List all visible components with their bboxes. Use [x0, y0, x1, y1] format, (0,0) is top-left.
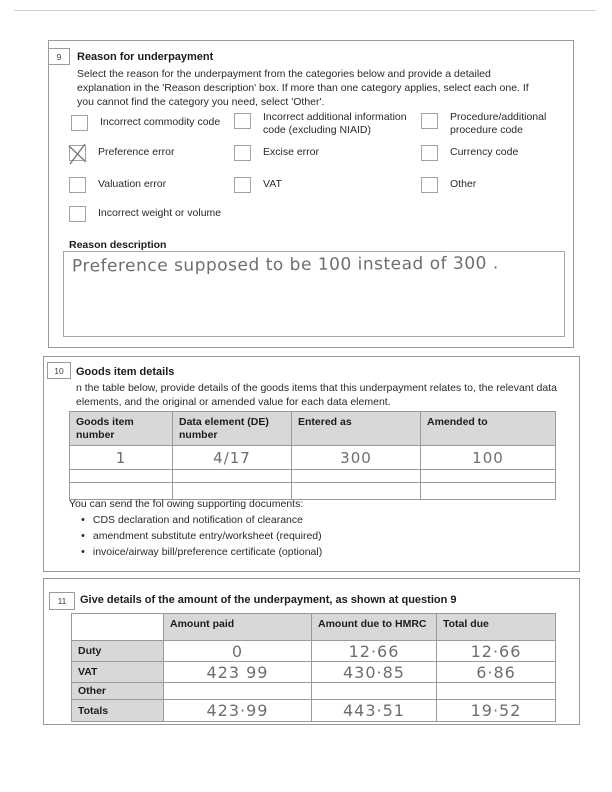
checkbox-label: Incorrect weight or volume: [98, 207, 222, 220]
goods-item-table: [69, 411, 556, 500]
question-number-badge: 9: [48, 48, 70, 65]
data-element-cell[interactable]: 4/17: [173, 446, 292, 470]
checkbox-valuation-error[interactable]: [69, 177, 86, 193]
checkbox-label: Valuation error: [98, 178, 167, 191]
section-title: Reason for underpayment: [77, 51, 214, 63]
checkbox-row: [69, 177, 166, 193]
scan-edge-line: [14, 10, 596, 11]
checkbox-label: Incorrect additional information code (excluding NIAID): [263, 111, 407, 137]
question-number-badge: 10: [47, 362, 71, 379]
list-item: [81, 514, 303, 526]
checkbox-label: Incorrect commodity code: [100, 116, 221, 129]
x-mark-icon: [65, 141, 90, 165]
column-header: Amount due to HMRC: [312, 614, 437, 641]
totals-amount-due-cell[interactable]: 443·51: [312, 700, 437, 722]
entered-as-cell[interactable]: 300: [292, 446, 421, 470]
amended-to-cell[interactable]: [421, 483, 556, 500]
bullet-icon: [81, 546, 85, 558]
table-row: [70, 470, 556, 483]
section-instructions: n the table below, provide details of the goods items that this underpayment relates to, the relevant data elements, and the original or amended value for each data element.: [76, 382, 557, 408]
supporting-doc-text: amendment substitute entry/worksheet (required): [92, 530, 322, 542]
supporting-doc-text: CDS declaration and notification of clearance: [92, 514, 303, 526]
column-header: Goods item number: [70, 412, 173, 446]
vat-amount-due-cell[interactable]: 430·85: [312, 662, 437, 683]
section-instructions: Select the reason for the underpayment from the categories below and provide a detailed explanation in the 'Reason description' box. If more than one category applies, select each one. If you cannot find the category you need, select 'Other'.: [77, 68, 529, 108]
amended-to-cell[interactable]: 100: [421, 446, 556, 470]
duty-total-due-cell[interactable]: 12·66: [437, 641, 556, 662]
checkbox-currency-code[interactable]: [421, 145, 438, 161]
checkbox-other[interactable]: [421, 177, 438, 193]
other-total-due-cell[interactable]: [437, 683, 556, 700]
bullet-icon: [81, 530, 85, 542]
checkbox-excise-error[interactable]: [234, 145, 251, 161]
table-row: [72, 662, 556, 683]
checkbox-label: Currency code: [450, 146, 519, 159]
checkbox-label: VAT: [263, 178, 282, 191]
question-number-badge: 11: [49, 592, 75, 610]
amended-to-cell[interactable]: [421, 470, 556, 483]
row-label: Totals: [72, 700, 164, 722]
checkbox-row: [71, 115, 220, 131]
checkbox-row: [421, 113, 568, 137]
other-amount-due-cell[interactable]: [312, 683, 437, 700]
supporting-doc-text: invoice/airway bill/preference certificate (optional): [92, 546, 323, 558]
checkbox-incorrect-commodity-code[interactable]: [71, 115, 88, 131]
checkbox-row: [234, 113, 415, 137]
goods-item-number-cell[interactable]: [70, 470, 173, 483]
table-row: [72, 700, 556, 722]
column-header: Total due: [437, 614, 556, 641]
row-label: Duty: [72, 641, 164, 662]
totals-total-due-cell[interactable]: 19·52: [437, 700, 556, 722]
checkbox-preference-error[interactable]: [69, 145, 86, 161]
checkbox-row: [421, 177, 476, 193]
vat-total-due-cell[interactable]: 6·86: [437, 662, 556, 683]
entered-as-cell[interactable]: [292, 470, 421, 483]
section-title: Give details of the amount of the underpayment, as shown at question 9: [80, 594, 457, 606]
data-element-cell[interactable]: [173, 470, 292, 483]
checkbox-row: [69, 206, 221, 222]
checkbox-label: Other: [450, 178, 477, 191]
row-label: VAT: [72, 662, 164, 683]
supporting-docs-intro: You can send the fol owing supporting documents:: [69, 498, 304, 510]
checkbox-vat[interactable]: [234, 177, 251, 193]
checkbox-row: [421, 145, 518, 161]
other-amount-paid-cell[interactable]: [164, 683, 312, 700]
checkbox-row: [234, 145, 319, 161]
column-header: Entered as: [292, 412, 421, 446]
reason-description-label: Reason description: [69, 239, 167, 251]
bullet-icon: [81, 514, 85, 526]
checkbox-label: Excise error: [263, 146, 320, 159]
duty-amount-due-cell[interactable]: 12·66: [312, 641, 437, 662]
checkbox-row: [69, 145, 174, 161]
list-item: [81, 546, 322, 558]
column-header: Data element (DE) number: [173, 412, 292, 446]
duty-amount-paid-cell[interactable]: 0: [164, 641, 312, 662]
checkbox-incorrect-additional-info-code[interactable]: [234, 113, 251, 129]
row-label: Other: [72, 683, 164, 700]
checkbox-row: [234, 177, 282, 193]
list-item: [81, 530, 322, 542]
table-header-row: [70, 412, 556, 446]
table-row: [72, 641, 556, 662]
section-reason-for-underpayment: [48, 40, 574, 348]
amounts-table: [71, 613, 556, 722]
table-header-row: [72, 614, 556, 641]
section-title: Goods item details: [76, 366, 175, 378]
checkbox-incorrect-weight-or-volume[interactable]: [69, 206, 86, 222]
section-goods-item-details: [43, 356, 580, 572]
table-row: [70, 446, 556, 470]
table-row: [72, 683, 556, 700]
entered-as-cell[interactable]: [292, 483, 421, 500]
column-header: Amount paid: [164, 614, 312, 641]
totals-amount-paid-cell[interactable]: 423·99: [164, 700, 312, 722]
vat-amount-paid-cell[interactable]: 423 99: [164, 662, 312, 683]
checkbox-procedure-code[interactable]: [421, 113, 438, 129]
column-header: Amended to: [421, 412, 556, 446]
column-header-blank: [72, 614, 164, 641]
goods-item-number-cell[interactable]: 1: [70, 446, 173, 470]
checkbox-label: Procedure/additional procedure code: [450, 111, 547, 137]
reason-description-handwriting: Preference supposed to be 100 instead of 300 .: [71, 253, 499, 277]
checkbox-label: Preference error: [98, 146, 175, 159]
reason-description-field[interactable]: [63, 251, 565, 337]
section-underpayment-amounts: [43, 578, 580, 725]
